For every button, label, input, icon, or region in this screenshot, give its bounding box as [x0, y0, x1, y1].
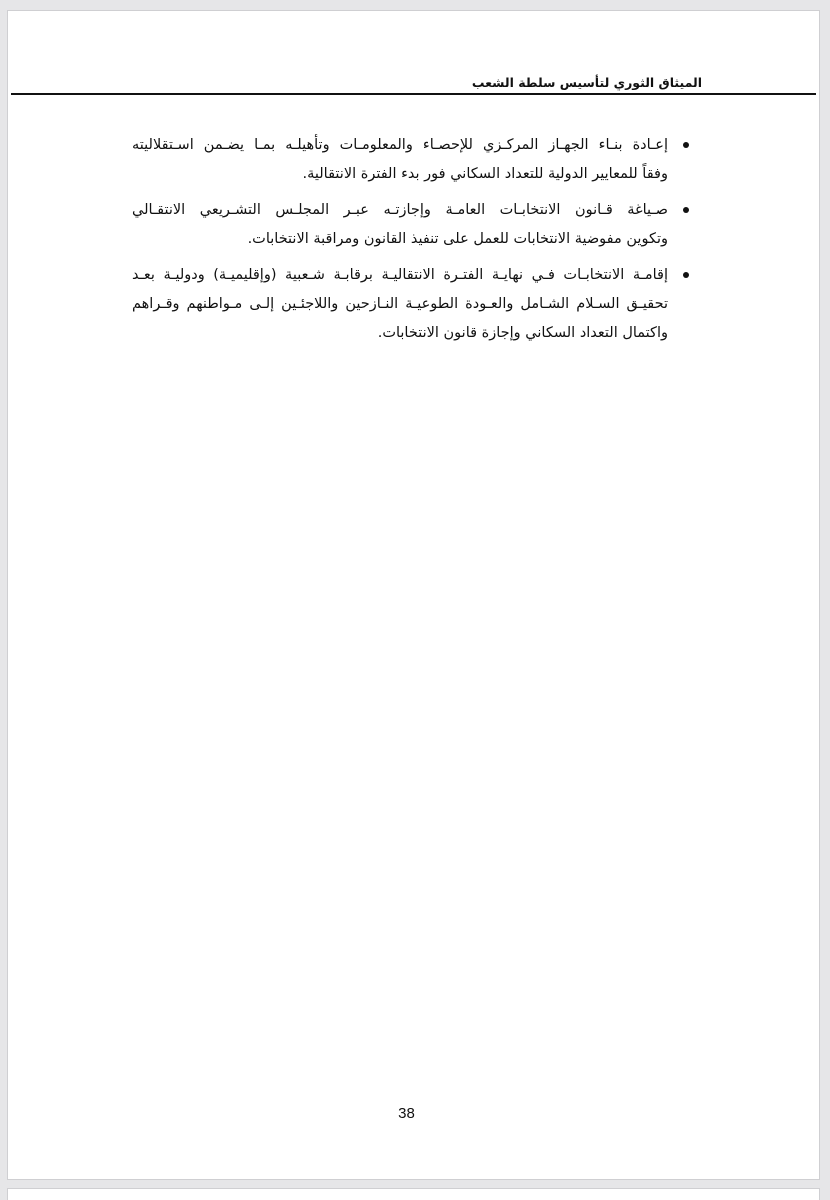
list-item-line: إعـادة بنـاء الجهـاز المركـزي للإحصـاء والمعلومـات وتأهيلـه بمـا يضـمن اسـتقلاليته — [132, 137, 668, 153]
viewer-background-top — [0, 0, 830, 10]
list-item — [132, 261, 692, 348]
bullet-list — [132, 131, 692, 355]
list-item-line: تحقيـق السـلام الشـامل والعـودة الطوعيـة النـازحين واللاجئـين إلـى مـواطنهم وقـراهم — [132, 296, 668, 312]
list-item — [132, 131, 692, 189]
running-header-title: الميثاق الثوري لتأسيس سلطة الشعب — [471, 75, 702, 90]
list-item — [132, 196, 692, 254]
list-item-line: إقامـة الانتخابـات فـي نهايـة الفتـرة الانتقاليـة برقابـة شـعبية (وإقليميـة) ودوليـة بعـد — [132, 267, 668, 283]
page-number: 38 — [398, 1105, 415, 1122]
list-item-line: صـياغة قـانون الانتخابـات العامـة وإجازتـه عبـر المجلـس التشـريعي الانتقـالي — [132, 202, 668, 218]
header-divider — [11, 93, 816, 95]
list-item-line: واكتمال التعداد السكاني وإجازة قانون الانتخابات. — [377, 325, 668, 341]
bullet-dot-icon — [683, 207, 689, 213]
bullet-dot-icon — [683, 142, 689, 148]
list-item-line: وفقاً للمعايير الدولية للتعداد السكاني فور بدء الفترة الانتقالية. — [302, 166, 668, 182]
list-item-line: وتكوين مفوضية الانتخابات للعمل على تنفيذ القانون ومراقبة الانتخابات. — [247, 231, 668, 247]
next-page-edge — [7, 1188, 820, 1200]
bullet-dot-icon — [683, 272, 689, 278]
document-page — [7, 10, 820, 1180]
